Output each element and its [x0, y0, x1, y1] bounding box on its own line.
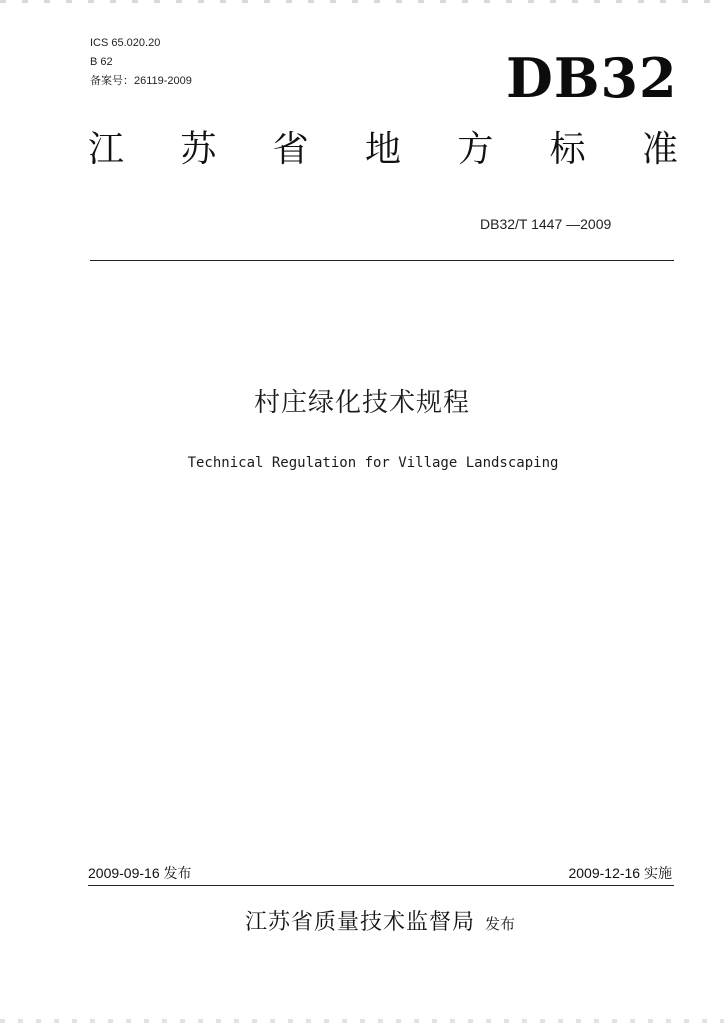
publisher-suffix: 发布 — [485, 916, 516, 933]
category-code: B 62 — [90, 56, 113, 68]
issue-date: 2009-09-16 发布 — [88, 865, 192, 881]
document-title-chinese: 村庄绿化技术规程 — [253, 387, 470, 417]
implementation-date: 2009-12-16 实施 — [568, 865, 672, 881]
scan-artifact-bottom — [0, 1019, 724, 1023]
provincial-title-char: 省 — [272, 129, 309, 170]
scan-artifact-top — [0, 0, 724, 3]
provincial-title-char: 江 — [88, 129, 125, 170]
header-divider — [90, 260, 674, 261]
db32-logo: DB32 — [506, 46, 678, 110]
document-title-english: Technical Regulation for Village Landscaping — [187, 455, 559, 471]
provincial-title-char: 苏 — [180, 129, 217, 170]
provincial-title-char: 地 — [364, 129, 401, 170]
classification-block — [90, 34, 192, 91]
record-number: 备案号：26119-2009 — [90, 75, 192, 87]
provincial-standard-title — [88, 128, 678, 172]
provincial-title-char: 标 — [549, 129, 586, 170]
footer-divider — [88, 885, 674, 886]
ics-code: ICS 65.020.20 — [90, 37, 161, 49]
provincial-title-char: 方 — [457, 129, 494, 170]
provincial-title-char: 准 — [641, 129, 678, 170]
publisher-line — [0, 906, 724, 941]
publisher-name: 江苏省质量技术监督局 — [244, 909, 475, 934]
standard-number: DB32/T 1447 —2009 — [480, 216, 612, 232]
